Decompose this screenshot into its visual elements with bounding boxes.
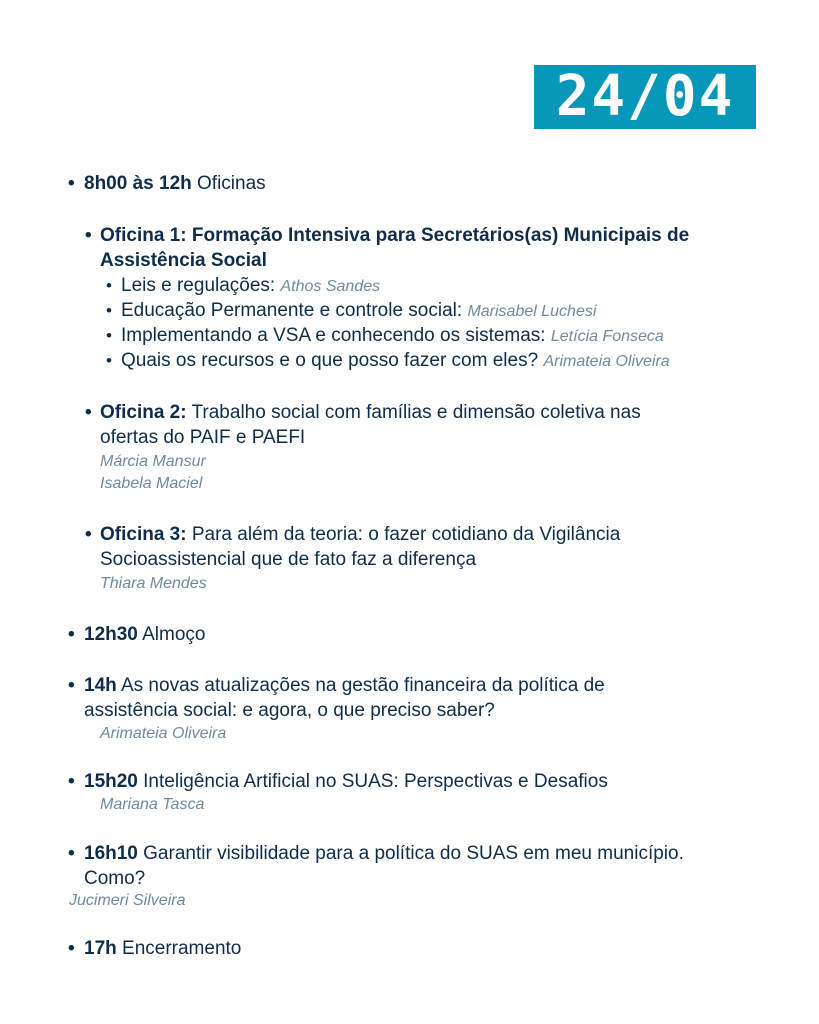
oficina-title: Para além da teoria: o fazer cotidiano da Vigilância: [191, 524, 621, 545]
schedule-item-visibilidade: [84, 841, 684, 867]
time-label: 17h: [84, 938, 117, 959]
schedule-item-encerramento: [84, 936, 241, 962]
topic-text: Quais os recursos e o que posso fazer com eles?: [121, 350, 539, 371]
oficina1-topic: [121, 298, 596, 325]
time-label: 15h20: [84, 771, 138, 792]
oficina1-title-line2: Assistência Social: [100, 250, 267, 271]
date-badge: [534, 65, 756, 129]
oficina-label: Oficina 2:: [100, 402, 187, 423]
bullet-oficina3: •: [85, 524, 92, 545]
item-title: Encerramento: [122, 938, 242, 959]
bullet-topic: •: [106, 276, 112, 295]
speaker-name: Isabela Maciel: [100, 475, 203, 492]
schedule-item-almoco: [84, 622, 205, 648]
schedule-item-financeira: [84, 673, 605, 699]
time-label: 16h10: [84, 843, 138, 864]
oficina1-title-line1: Oficina 1: Formação Intensiva para Secretários(as) Municipais de: [100, 225, 690, 246]
topic-text: Educação Permanente e controle social:: [121, 300, 463, 321]
oficina2-title-line1: [100, 400, 641, 426]
bullet-encerramento: •: [68, 938, 75, 959]
schedule-item-oficinas: [84, 171, 266, 197]
item-title: Garantir visibilidade para a política do SUAS em meu município.: [143, 843, 684, 864]
oficina1-topic: [121, 323, 664, 350]
schedule-item-ia: [84, 769, 608, 795]
item-title: Inteligência Artificial no SUAS: Perspectivas e Desafios: [143, 771, 608, 792]
topic-speaker: Marisabel Luchesi: [467, 303, 597, 320]
bullet-oficinas: •: [68, 173, 75, 194]
bullet-topic: •: [106, 301, 112, 320]
oficina-label: Oficina 3:: [100, 524, 187, 545]
time-label: 14h: [84, 675, 117, 696]
oficina1-topic: [121, 348, 670, 375]
oficina-title: Trabalho social com famílias e dimensão coletiva nas: [191, 402, 641, 423]
oficina3-title-line2: Socioassistencial que de fato faz a diferença: [100, 549, 477, 570]
speaker-name: Thiara Mendes: [100, 575, 207, 592]
time-label: 8h00 às 12h: [84, 173, 192, 194]
item-title: Oficinas: [197, 173, 266, 194]
bullet-financeira: •: [68, 675, 75, 696]
bullet-topic: •: [106, 351, 112, 370]
time-label: 12h30: [84, 624, 138, 645]
speaker-name: Arimateia Oliveira: [100, 725, 227, 742]
oficina1-topic: [121, 273, 380, 300]
speaker-name: Mariana Tasca: [100, 796, 205, 813]
item-title-line2: Como?: [84, 868, 146, 889]
speaker-name: Jucimeri Silveira: [69, 892, 186, 909]
oficina3-title-line1: [100, 522, 620, 548]
topic-text: Leis e regulações:: [121, 275, 276, 296]
item-title: As novas atualizações na gestão financeira da política de: [120, 675, 605, 696]
speaker-name: Márcia Mansur: [100, 453, 206, 470]
item-title: Almoço: [142, 624, 206, 645]
bullet-visibilidade: •: [68, 843, 75, 864]
bullet-ia: •: [68, 771, 75, 792]
topic-text: Implementando a VSA e conhecendo os sistemas:: [121, 325, 546, 346]
bullet-almoco: •: [68, 624, 75, 645]
topic-speaker: Arimateia Oliveira: [543, 353, 670, 370]
date-text: 24/04: [555, 64, 735, 129]
topic-speaker: Letícia Fonseca: [550, 328, 664, 345]
topic-speaker: Athos Sandes: [280, 278, 381, 295]
oficina2-title-line2: ofertas do PAIF e PAEFI: [100, 427, 306, 448]
bullet-oficina2: •: [85, 402, 92, 423]
item-title-line2: assistência social: e agora, o que preciso saber?: [84, 700, 495, 721]
bullet-oficina1: •: [85, 225, 92, 246]
bullet-topic: •: [106, 326, 112, 345]
